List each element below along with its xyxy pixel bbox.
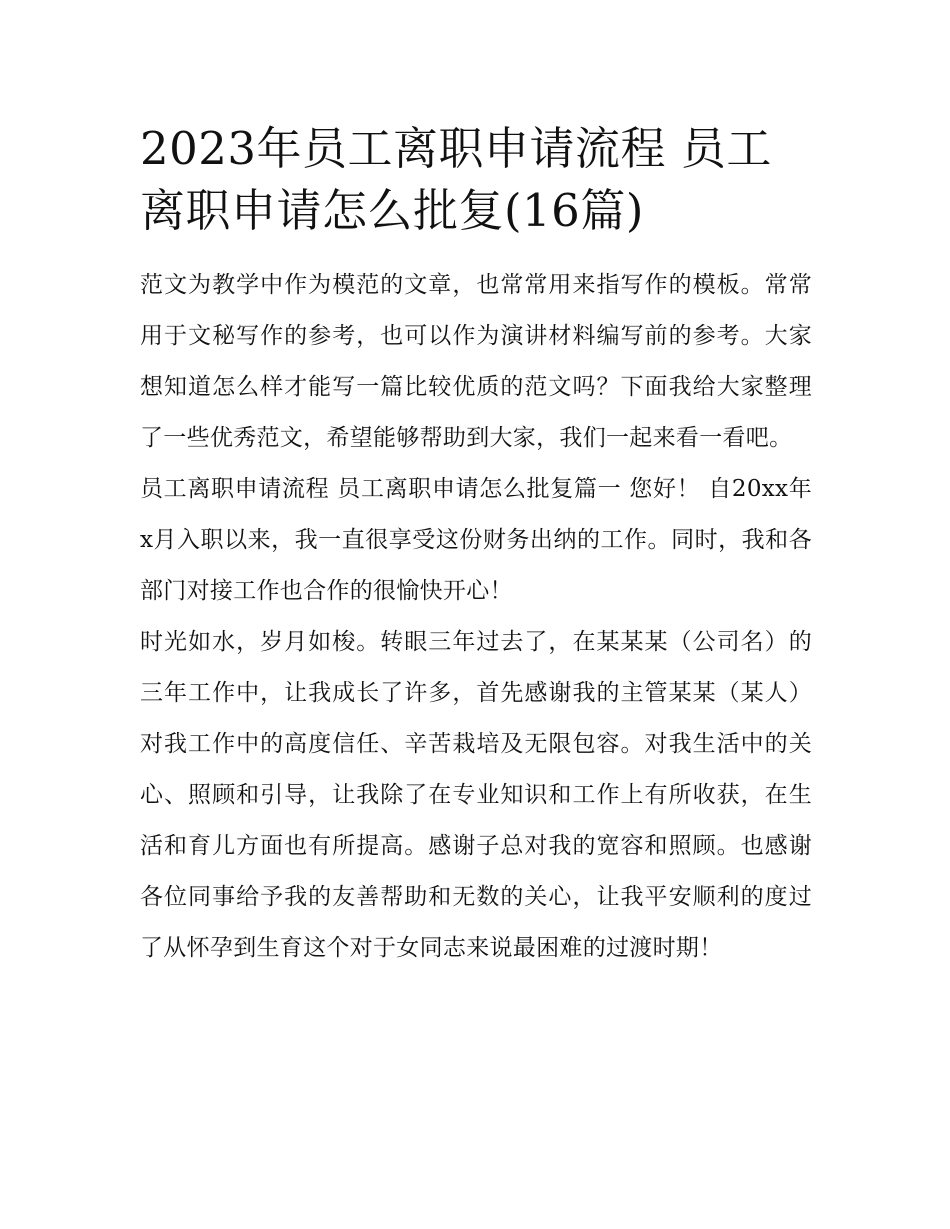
paragraph-intro: 范文为教学中作为模范的文章，也常常用来指写作的模板。常常用于文秘写作的参考，也可以作为演讲材料编写前的参考。大家想知道怎么样才能写一篇比较优质的范文吗？下面我给大家整理了一些优秀范文，希望能够帮助到大家，我们一起来看一看吧。 — [140, 272, 812, 451]
document-title: 2023年员工离职申请流程 员工离职申请怎么批复(16篇) — [140, 122, 772, 237]
paragraph-letter-opening: 员工离职申请流程 员工离职申请怎么批复篇一 您好！ 自20xx年x月入职以来，我一直很享受这份财务出纳的工作。同时，我和各部门对接工作也合作的很愉快开心！ — [140, 476, 812, 604]
document-body — [140, 118, 812, 974]
paragraph-letter-body: 时光如水，岁月如梭。转眼三年过去了，在某某某（公司名）的三年工作中，让我成长了许多，首先感谢我的主管某某（某人）对我工作中的高度信任、辛苦栽培及无限包容。对我生活中的关心、照顾和引导，让我除了在专业知识和工作上有所收获，在生活和育儿方面也有所提高。感谢子总对我的宽容和照顾。也感谢各位同事给予我的友善帮助和无数的关心，让我平安顺利的度过了从怀孕到生育这个对于女同志来说最困难的过渡时期！ — [140, 629, 812, 961]
